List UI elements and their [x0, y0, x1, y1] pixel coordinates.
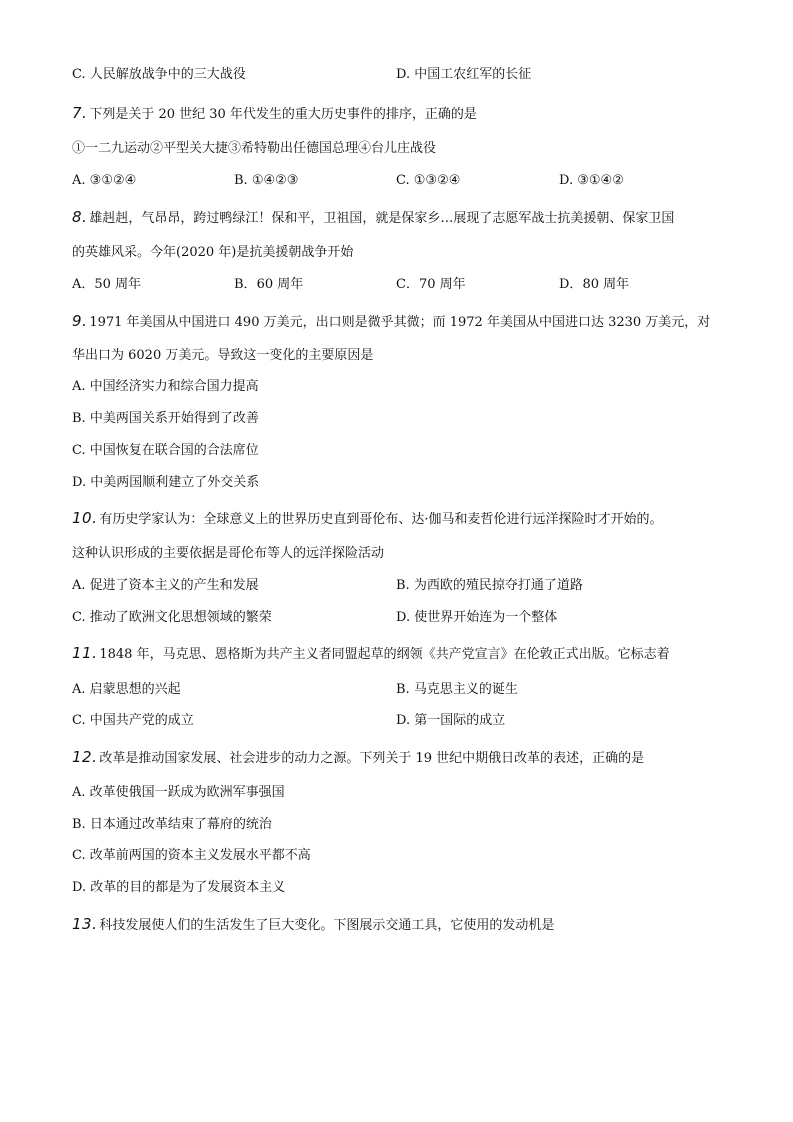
- q11-option-c: [72, 712, 194, 730]
- option-letter: B.: [396, 682, 410, 697]
- option-letter: A.: [72, 578, 86, 593]
- option-text: 改革前两国的资本主义发展水平都不高: [89, 848, 311, 863]
- q13-stem: [72, 915, 554, 935]
- option-text: 为西欧的殖民掠夺打通了道路: [413, 578, 583, 593]
- option-letter: D.: [396, 713, 411, 728]
- option-text: 推动了欧洲文化思想领域的繁荣: [89, 610, 272, 625]
- option-letter: A.: [72, 379, 86, 394]
- option-text: ①④②③: [251, 173, 299, 188]
- q9-stem-line-1: [72, 312, 710, 332]
- q8-option-c: [396, 276, 466, 294]
- option-letter: C.: [72, 67, 86, 82]
- option-letter: C.: [72, 848, 86, 863]
- option-text: 启蒙思想的兴起: [89, 682, 181, 697]
- option-text: 60 周年: [256, 277, 304, 292]
- q12-option-c: [72, 847, 311, 865]
- q7-stem: [72, 104, 477, 124]
- question-text: 有历史学家认为：全球意义上的世界历史直到哥伦布、达·伽马和麦哲伦进行远洋探险时才开始的。: [99, 512, 663, 527]
- option-text: 80 周年: [582, 277, 630, 292]
- question-number: 9.: [72, 312, 88, 330]
- q10-stem-line-2: [72, 545, 384, 563]
- q10-option-c: [72, 609, 272, 627]
- option-letter: A.: [72, 785, 86, 800]
- question-number: 8.: [72, 208, 88, 226]
- option-letter: C.: [72, 610, 86, 625]
- option-text: ③①④②: [577, 173, 624, 188]
- q9-option-c: [72, 442, 259, 460]
- q7-option-d: [559, 172, 624, 190]
- q9-option-a: [72, 378, 259, 396]
- option-text: ①③②④: [413, 173, 461, 188]
- option-letter: C．: [396, 277, 419, 292]
- option-text: 中国经济实力和综合国力提高: [89, 379, 259, 394]
- q9-stem-line-2: [72, 347, 373, 365]
- q6-option-c: [72, 66, 246, 84]
- option-text: 中美两国顺利建立了外交关系: [90, 475, 260, 490]
- option-letter: C.: [72, 713, 86, 728]
- option-text: 改革的目的都是为了发展资本主义: [90, 880, 286, 895]
- option-text: 中国恢复在联合国的合法席位: [89, 443, 259, 458]
- option-letter: B．: [234, 277, 257, 292]
- question-text: 下列是关于 20 世纪 30 年代发生的重大历史事件的排序，正确的是: [89, 107, 477, 122]
- option-text: 70 周年: [418, 277, 466, 292]
- q8-stem-line-1: [72, 208, 674, 228]
- option-letter: A．: [72, 277, 95, 292]
- q8-stem-line-2: [72, 244, 353, 262]
- question-number: 13.: [72, 915, 98, 933]
- option-letter: C.: [72, 443, 86, 458]
- option-text: 马克思主义的诞生: [413, 682, 518, 697]
- option-letter: B.: [72, 411, 86, 426]
- question-text: 的英雄风采。今年(2020 年)是抗美援朝战争开始: [72, 245, 354, 260]
- question-text: 改革是推动国家发展、社会进步的动力之源。下列关于 19 世纪中期俄日改革的表述，正确的是: [99, 751, 645, 766]
- q12-option-d: [72, 879, 285, 897]
- option-letter: B.: [234, 173, 248, 188]
- question-number: 11.: [72, 644, 98, 662]
- option-letter: C.: [396, 173, 410, 188]
- option-text: 促进了资本主义的产生和发展: [89, 578, 259, 593]
- question-text: 华出口为 6020 万美元。导致这一变化的主要原因是: [72, 348, 374, 363]
- option-letter: B.: [396, 578, 410, 593]
- option-text: 中美两国关系开始得到了改善: [89, 411, 259, 426]
- q9-option-b: [72, 410, 259, 428]
- option-letter: B.: [72, 817, 86, 832]
- question-number: 7.: [72, 104, 88, 122]
- option-text: 第一国际的成立: [414, 713, 506, 728]
- q7-option-b: [234, 172, 298, 190]
- option-letter: D.: [396, 610, 411, 625]
- option-letter: D.: [559, 173, 574, 188]
- q8-option-a: [72, 276, 141, 294]
- events-text: ①一二九运动②平型关大捷③希特勒出任德国总理④台儿庄战役: [72, 141, 437, 156]
- q7-events: [72, 140, 436, 158]
- q11-stem: [72, 644, 670, 664]
- option-text: 中国共产党的成立: [89, 713, 194, 728]
- q12-stem: [72, 748, 644, 768]
- question-text: 1971 年美国从中国进口 490 万美元，出口则是微乎其微；而 1972 年美国从中国进口达 3230 万美元，对: [89, 315, 711, 330]
- question-number: 12.: [72, 748, 98, 766]
- option-text: 人民解放战争中的三大战役: [89, 67, 246, 82]
- q11-option-a: [72, 681, 181, 699]
- q12-option-b: [72, 816, 272, 834]
- q10-option-a: [72, 577, 259, 595]
- option-letter: D.: [396, 67, 411, 82]
- q8-option-d: [559, 276, 629, 294]
- question-text: 1848 年，马克思、恩格斯为共产主义者同盟起草的纲领《共产党宣言》在伦敦正式出版。它标志着: [99, 647, 670, 662]
- option-text: 改革使俄国一跃成为欧洲军事强国: [89, 785, 285, 800]
- option-letter: D.: [72, 880, 87, 895]
- question-number: 10.: [72, 509, 98, 527]
- option-letter: D．: [559, 277, 583, 292]
- option-letter: D.: [72, 475, 87, 490]
- q10-option-b: [396, 577, 583, 595]
- option-letter: A.: [72, 682, 86, 697]
- option-text: 中国工农红军的长征: [414, 67, 532, 82]
- option-letter: A.: [72, 173, 86, 188]
- q7-option-c: [396, 172, 460, 190]
- question-text: 这种认识形成的主要依据是哥伦布等人的远洋探险活动: [72, 546, 385, 561]
- q10-option-d: [396, 609, 557, 627]
- q6-option-d: [396, 66, 531, 84]
- q8-option-b: [234, 276, 303, 294]
- q12-option-a: [72, 784, 285, 802]
- option-text: 使世界开始连为一个整体: [414, 610, 558, 625]
- question-text: 科技发展使人们的生活发生了巨大变化。下图展示交通工具，它使用的发动机是: [99, 918, 555, 933]
- question-text: 雄赳赳，气昂昂，跨过鸭绿江！保和平，卫祖国，就是保家乡…展现了志愿军战士抗美援朝、保家卫国: [89, 211, 675, 226]
- q11-option-b: [396, 681, 518, 699]
- option-text: 50 周年: [94, 277, 142, 292]
- q9-option-d: [72, 474, 259, 492]
- option-text: ③①②④: [89, 173, 137, 188]
- q11-option-d: [396, 712, 505, 730]
- option-text: 日本通过改革结束了幕府的统治: [89, 817, 272, 832]
- q7-option-a: [72, 172, 136, 190]
- q10-stem-line-1: [72, 509, 663, 529]
